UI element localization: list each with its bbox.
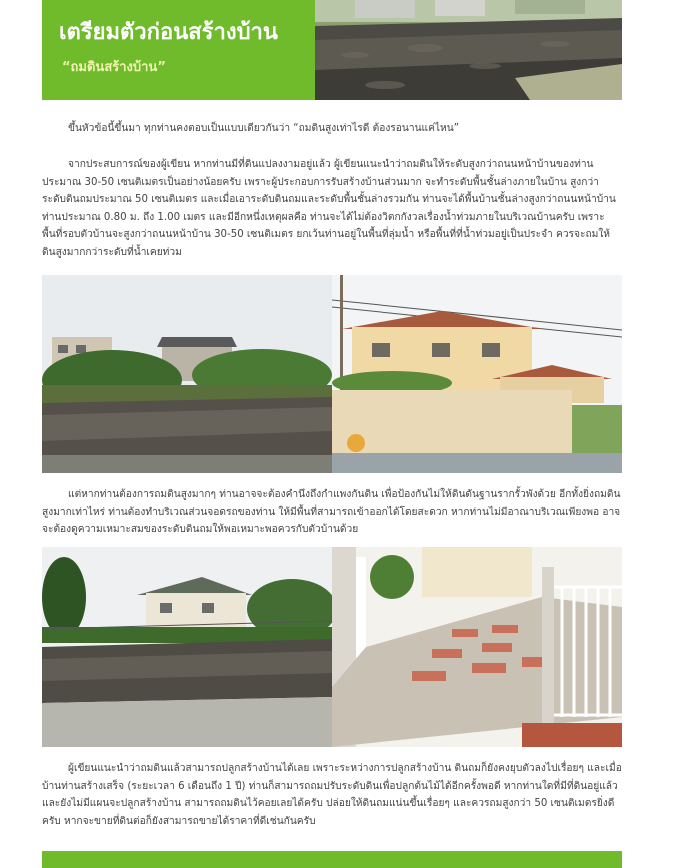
header-title-panel bbox=[42, 0, 315, 100]
photo-filled-land bbox=[42, 275, 332, 473]
body-paragraph-1 bbox=[42, 156, 622, 261]
page-subtitle: “ถมดินสร้างบ้าน” bbox=[62, 60, 166, 75]
photo-two-story-house bbox=[332, 275, 622, 473]
footer-bar bbox=[42, 851, 622, 868]
paragraph-text: ขึ้นหัวข้อนี้ขึ้นมา ทุกท่านคงตอบเป็นแบบเดียวกันว่า “ถมดินสูงเท่าไรดี ต้องรอนานแค่ไหน” bbox=[68, 123, 460, 134]
page-title: เตรียมตัวก่อนสร้างบ้าน bbox=[59, 20, 278, 45]
body-paragraph-2 bbox=[42, 486, 622, 539]
body-paragraph-3 bbox=[42, 760, 622, 830]
photo-driveway-gate bbox=[332, 547, 622, 747]
paragraph-text: แต่หากท่านต้องการถมดินสูงมากๆ ท่านอาจจะต้องคำนึงถึงกำแพงกันดิน เพื่อป้องกันไม่ให้ดินดันฐานรากรั้วพังด้วย อีกทั้งยิ่งถมดินสูงมากเท่าไหร่ ท่านต้องทำบริเวณส่วนจอดรถของท่าน ให้มีพื้นที่สามารถเข้าออกได้โดยสะดวก หากท่านไม่มีอาณาบริเวณเพียงพอ อาจจะต้องดูความเหมาะสมของระดับดินถมให้พอเหมาะพอควรกับตัวบ้านด้วย bbox=[42, 489, 621, 535]
banner-photo bbox=[315, 0, 622, 100]
photo-land-before-build bbox=[42, 547, 332, 747]
intro-paragraph bbox=[42, 120, 622, 138]
paragraph-text: ผู้เขียนแนะนำว่าถมดินแล้วสามารถปลูกสร้างบ้านได้เลย เพราะระหว่างการปลูกสร้างบ้าน ดินถมก็ยังคงยุบตัวลงไปเรื่อยๆ และเมื่อบ้านท่านสร้างเสร็จ (ระยะเวลา 6 เดือนถึง 1 ปี) ท่านก็สามารถถมปรับระดับดินเพื่อปลูกต้นไม้ได้อีกครั้งพอดี หากท่านใดที่มีที่ดินอยู่แล้วและยังไม่มีแผนจะปลูกสร้างบ้าน สามารถถมดินไว้คอยเลยได้ครับ ปล่อยให้ดินถมแน่นขึ้นเรื่อยๆ และควรถมสูงกว่า 50 เซนติเมตรยิ่งดีครับ หากจะขายที่ดินต่อก็ยังสามารถขายได้ราคาที่ดีเช่นกันครับ bbox=[42, 763, 622, 827]
header-banner bbox=[42, 0, 622, 100]
paragraph-text: จากประสบการณ์ของผู้เขียน หากท่านมีที่ดินแปลงงามอยู่แล้ว ผู้เขียนแนะนำว่าถมดินให้ระดับสูงกว่าถนนหน้าบ้านของท่าน ประมาณ 30-50 เซนติเมตรเป็นอย่างน้อยครับ เพราะผู้ประกอบการรับสร้างบ้านส่วนมาก จะทำระดับพื้นชั้นล่างภายในบ้าน สูงกว่าระดับดินถมประมาณ 50 เซนติเมตร และเมื่อเอาระดับดินถมและระดับพื้นชั้นล่างรวมกัน ท่านจะได้พื้นบ้านชั้นล่างสูงกว่าถนนหน้าบ้านท่านประมาณ 0.80 ม. ถึง 1.00 เมตร และมีอีกหนึ่งเหตุผลคือ ท่านจะได้ไม่ต้องวิตกกังวลเรื่องน้ำท่วมภายในบริเวณบ้านครับ เพราะพื้นที่รอบตัวบ้านจะสูงกว่าถนนหน้าบ้าน 30-50 เซนติเมตร ยกเว้นท่านอยู่ในพื้นที่ลุ่มน้ำ หรือพื้นที่ที่น้ำท่วมอยู่เป็นประจำ ควรจะถมให้ดินสูงมากกว่าระดับที่น้ำเคยท่วม bbox=[42, 159, 616, 258]
